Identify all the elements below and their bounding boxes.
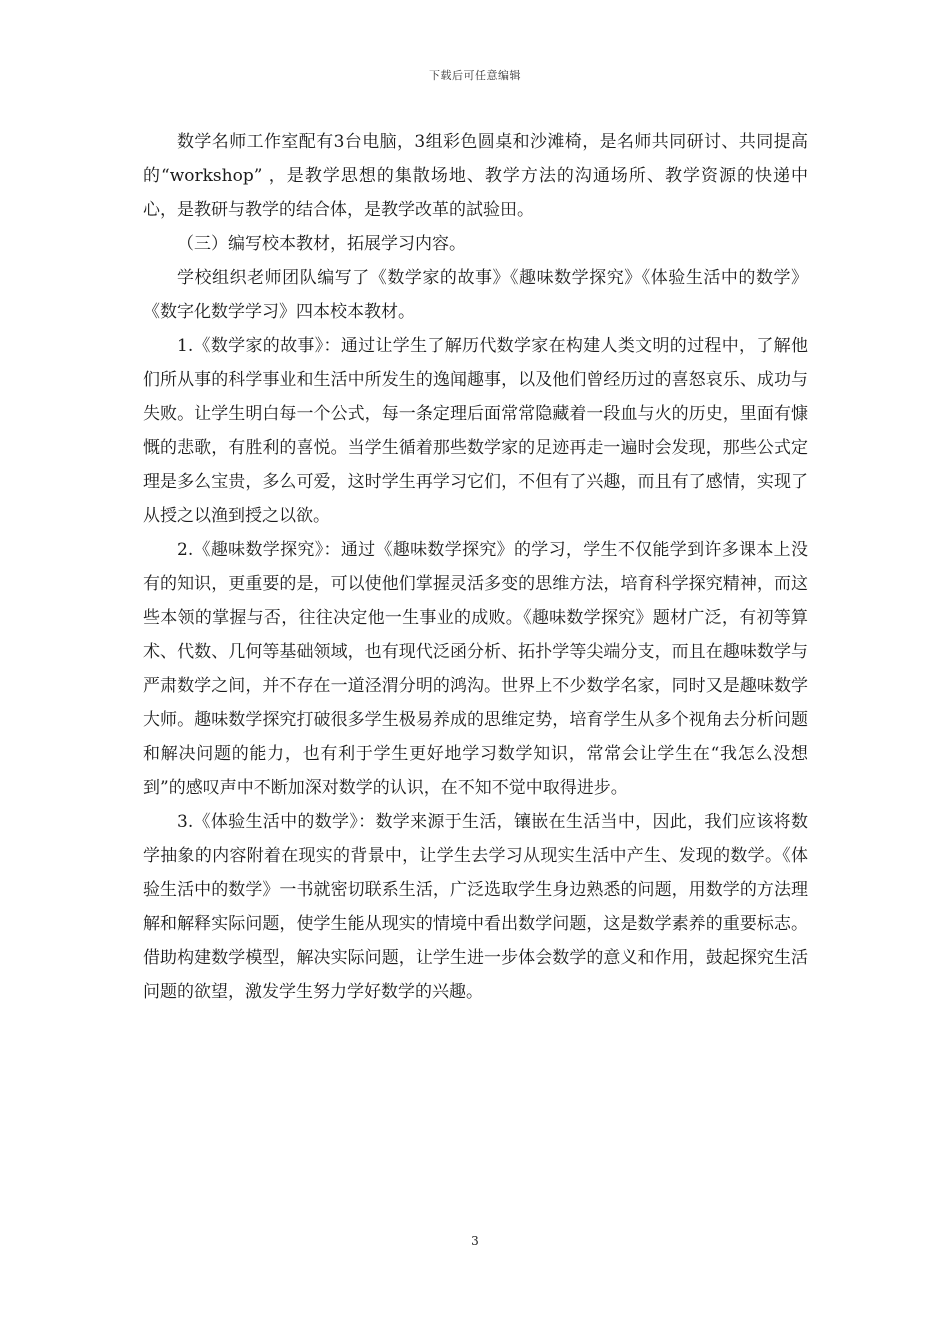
paragraph-item-1: 1.《数学家的故事》：通过让学生了解历代数学家在构建人类文明的过程中，了解他们所从事的科学事业和生活中所发生的逸闻趣事，以及他们曾经历过的喜怒哀乐、成功与失败。让学生明白每一个公式，每一条定理后面常常隐藏着一段血与火的历史，里面有慷慨的悲歌，有胜利的喜悦。当学生循着那些数学家的足迹再走一遍时会发现，那些公式定理是多么宝贵，多么可爱，这时学生再学习它们，不但有了兴趣，而且有了感情，实现了从授之以渔到授之以欲。: [143, 336, 808, 526]
paragraph-item-2: 2.《趣味数学探究》：通过《趣味数学探究》的学习，学生不仅能学到许多课本上没有的知识，更重要的是，可以使他们掌握灵活多变的思维方法，培育科学探究精神，而这些本领的掌握与否，往往决定他一生事业的成败。《趣味数学探究》题材广泛，有初等算术、代数、几何等基础领域，也有现代泛函分析、拓扑学等尖端分支，而且在趣味数学与严肃数学之间，并不存在一道泾渭分明的鸿沟。世界上不少数学名家，同时又是趣味数学大师。趣味数学探究打破很多学生极易养成的思维定势，培育学生从多个视角去分析问题和解决问题的能力，也有利于学生更好地学习数学知识，常常会让学生在“我怎么没想到”的感叹声中不断加深对数学的认识，在不知不觉中取得进步。: [143, 540, 808, 798]
paragraph-textbooks-intro: 学校组织老师团队编写了《数学家的故事》《趣味数学探究》《体验生活中的数学》《数字化数学学习》四本校本教材。: [143, 268, 808, 322]
page-number: 3: [471, 1234, 479, 1248]
paragraph-item-3: 3.《体验生活中的数学》：数学来源于生活，镶嵌在生活当中，因此，我们应该将数学抽象的内容附着在现实的背景中，让学生去学习从现实生活中产生、发现的数学。《体验生活中的数学》一书就密切联系生活，广泛选取学生身边熟悉的问题，用数学的方法理解和解释实际问题，使学生能从现实的情境中看出数学问题，这是数学素养的重要标志。借助构建数学模型，解决实际问题，让学生进一步体会数学的意义和作用，鼓起探究生活问题的欲望，激发学生努力学好数学的兴趣。: [143, 812, 808, 1002]
body-text: [143, 125, 808, 1009]
section-heading: （三）编写校本教材，拓展学习内容。: [177, 234, 466, 254]
paragraph-workshop: 数学名师工作室配有3台电脑，3组彩色圆桌和沙滩椅，是名师共同研讨、共同提高的“workshop” ，是教学思想的集散场地、教学方法的沟通场所、教学资源的快递中心，是教研与教学的结合体，是教学改革的試验田。: [143, 132, 808, 220]
page-header: 下载后可任意编辑: [429, 69, 521, 82]
